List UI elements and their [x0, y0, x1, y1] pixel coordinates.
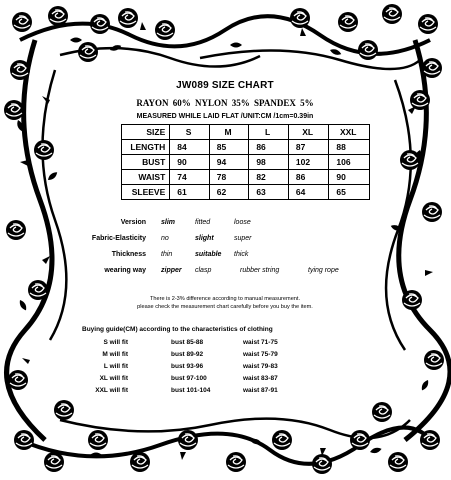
table-cell: 90 — [329, 170, 370, 185]
attribute-option: fitted — [195, 219, 211, 226]
attribute-option: thin — [161, 251, 173, 258]
row-label: LENGTH — [122, 140, 170, 155]
guide-waist: waist 87-91 — [243, 387, 278, 394]
attribute-option: clasp — [195, 267, 212, 274]
table-row — [122, 140, 370, 155]
table-row — [122, 170, 370, 185]
guide-waist: waist 71-75 — [243, 339, 278, 346]
table-cell: 90 — [170, 155, 210, 170]
table-cell: 78 — [209, 170, 249, 185]
header-cell: SIZE — [122, 125, 170, 140]
buying-guide-title: Buying guide(CM) according to the characteristics of clothing — [82, 326, 273, 333]
table-cell: 98 — [249, 155, 289, 170]
header-cell: S — [170, 125, 210, 140]
row-label: WAIST — [122, 170, 170, 185]
table-cell: 86 — [288, 170, 329, 185]
table-cell: 64 — [288, 185, 329, 200]
table-cell: 106 — [329, 155, 370, 170]
attribute-option: thick — [234, 251, 249, 258]
row-label: BUST — [122, 155, 170, 170]
size-table — [121, 124, 370, 200]
attribute-option: tying rope — [308, 267, 339, 274]
guide-size: S will fit — [103, 339, 128, 346]
table-cell: 63 — [249, 185, 289, 200]
attribute-option: loose — [234, 219, 251, 226]
attribute-option: slight — [195, 235, 214, 242]
table-cell: 84 — [170, 140, 210, 155]
guide-waist: waist 83-87 — [243, 375, 278, 382]
guide-bust: bust 93-96 — [171, 363, 204, 370]
attribute-option: zipper — [161, 267, 182, 274]
guide-bust: bust 89-92 — [171, 351, 204, 358]
table-cell: 94 — [209, 155, 249, 170]
attribute-option: slim — [161, 219, 176, 226]
guide-waist: waist 79-83 — [243, 363, 278, 370]
table-cell: 86 — [249, 140, 289, 155]
attribute-label: wearing way — [104, 267, 146, 274]
attribute-label: Fabric-Elasticity — [91, 235, 146, 242]
table-row — [122, 185, 370, 200]
header-cell: XL — [288, 125, 329, 140]
guide-size: XL will fit — [99, 375, 128, 382]
size-chart-card — [80, 68, 370, 408]
header-cell: M — [209, 125, 249, 140]
measurement-note: MEASURED WHILE LAID FLAT /UNIT:CM /1cm=0.39in — [136, 113, 314, 120]
table-cell: 85 — [209, 140, 249, 155]
header-cell: L — [249, 125, 289, 140]
guide-size: L will fit — [103, 363, 128, 370]
measurement-disclaimer — [80, 296, 370, 311]
table-row — [122, 155, 370, 170]
guide-bust: bust 85-88 — [171, 339, 204, 346]
chart-title: JW089 SIZE CHART — [176, 80, 274, 91]
attribute-option: no — [161, 235, 169, 242]
attribute-option: rubber string — [240, 267, 280, 274]
guide-waist: waist 75-79 — [243, 351, 278, 358]
guide-size: M will fit — [102, 351, 128, 358]
table-header-row — [122, 125, 370, 140]
fabric-composition: RAYON 60% NYLON 35% SPANDEX 5% — [136, 98, 314, 108]
table-cell: 88 — [329, 140, 370, 155]
guide-size: XXL will fit — [95, 387, 128, 394]
attribute-option: super — [234, 235, 252, 242]
table-cell: 65 — [329, 185, 370, 200]
disclaimer-line: please check the measurement chart carefully before you buy the item. — [137, 303, 313, 310]
row-label: SLEEVE — [122, 185, 170, 200]
attribute-label: Version — [120, 219, 146, 226]
table-cell: 62 — [209, 185, 249, 200]
table-cell: 74 — [170, 170, 210, 185]
table-cell: 87 — [288, 140, 329, 155]
attribute-option: suitable — [195, 251, 222, 258]
guide-bust: bust 97-100 — [171, 375, 207, 382]
attribute-label: Thickness — [111, 251, 146, 258]
guide-bust: bust 101-104 — [171, 387, 211, 394]
table-cell: 102 — [288, 155, 329, 170]
disclaimer-line: There is 2-3% difference according to manual measurement. — [149, 296, 301, 302]
table-cell: 82 — [249, 170, 289, 185]
table-cell: 61 — [170, 185, 210, 200]
header-cell: XXL — [329, 125, 370, 140]
